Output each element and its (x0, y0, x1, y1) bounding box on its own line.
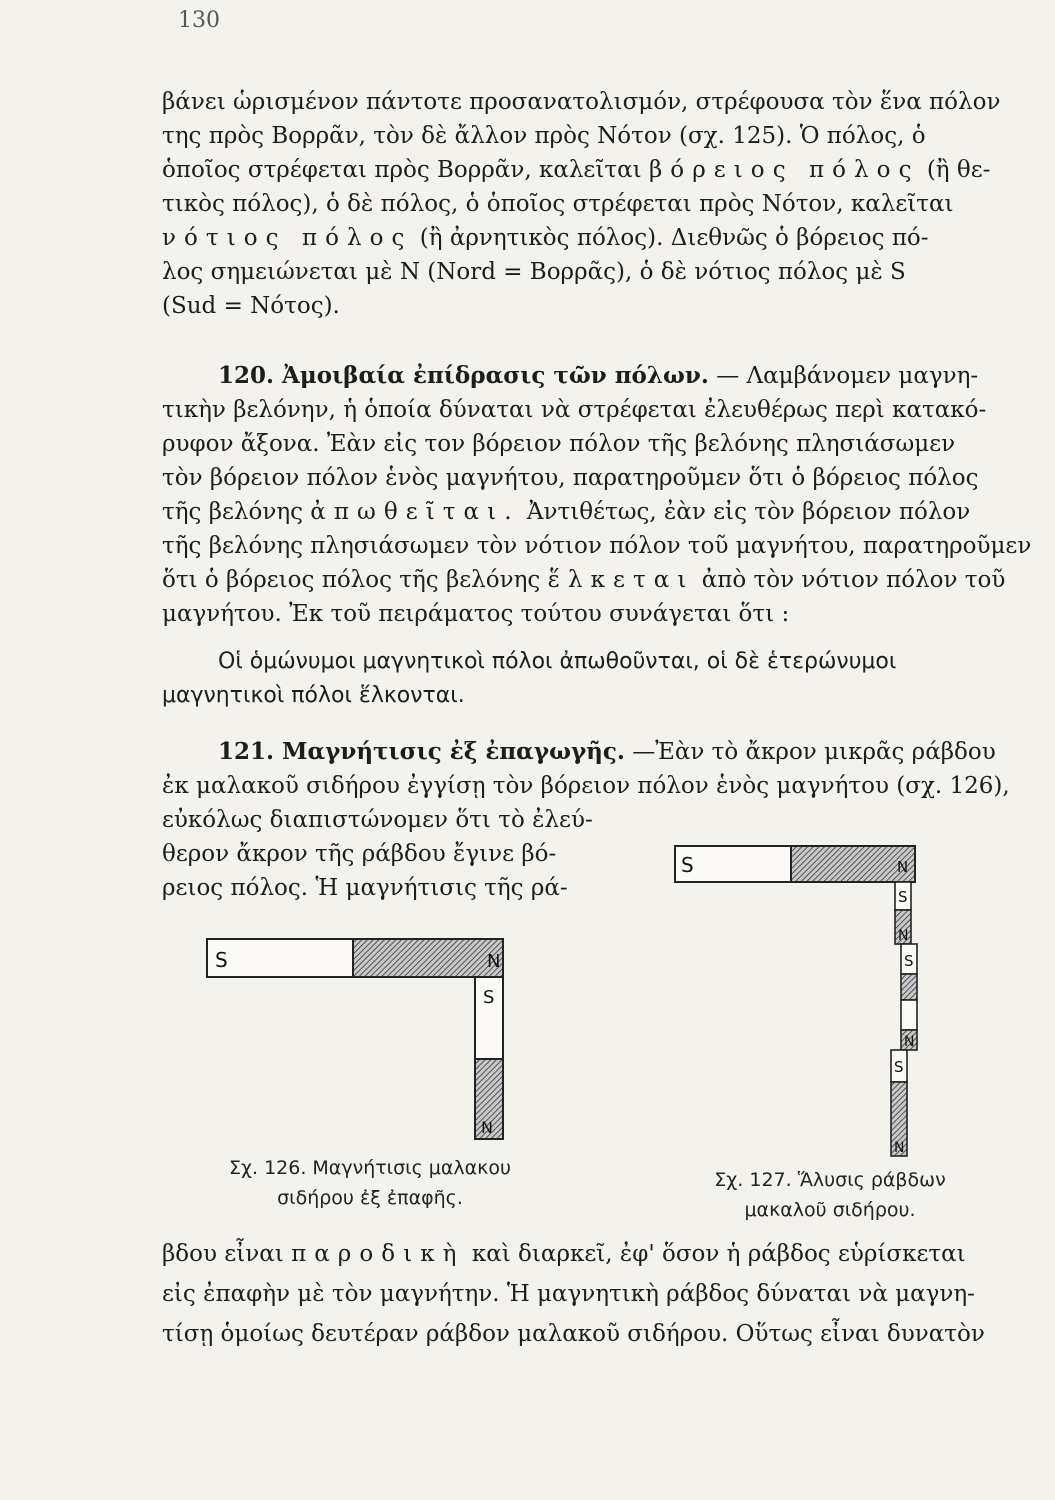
text-span: Ἀντιθέτως, ἐὰν εἰς τὸν βόρειον πόλον (526, 499, 971, 525)
section-121-first-line (218, 738, 996, 766)
text-line: θερον ἄκρον τῆς ράβδου ἔγινε βό- (162, 841, 557, 867)
text-line: μαγνήτου. Ἐκ τοῦ πειράματος τούτου συνάγεται ὅτι : (162, 601, 790, 627)
text-line: τὸν βόρειον πόλον ἑνὸς μαγνήτου, παρατηροῦμεν ὅτι ὁ βόρειος πόλος (162, 465, 979, 491)
text-line (162, 1240, 966, 1268)
text-line: εὐκόλως διαπιστώνομεν ὅτι τὸ ἐλεύ- (162, 807, 593, 833)
text-span: ἀπὸ τὸν νότιον πόλον τοῦ (701, 567, 1006, 593)
section-121-title: 121. Μαγνήτισις ἐξ ἐπαγωγῆς. (218, 738, 625, 765)
spaced-term: βόρειος πόλος (648, 157, 920, 183)
figure-127-caption (680, 1165, 980, 1225)
section-120-first-line (218, 362, 978, 390)
spaced-term: ἕλκεται (547, 567, 695, 593)
text-line (162, 566, 1005, 594)
law-statement: μαγνητικοὶ πόλοι ἕλκονται. (162, 683, 465, 708)
pole-label: S (898, 888, 908, 906)
bar-s-label: S (483, 987, 495, 1008)
caption-line: Σχ. 127. Ἅλυσις ράβδων (714, 1169, 946, 1191)
figure-126-caption (200, 1153, 540, 1213)
pole-label: S (894, 1058, 904, 1076)
magnet-127 (675, 846, 915, 882)
text-span: (ἢ θε- (926, 157, 991, 183)
caption-line: σιδήρου ἐξ ἐπαφῆς. (277, 1187, 463, 1209)
spaced-term: ἀπωθεῖται. (310, 499, 520, 525)
text-line: βάνει ὡρισμένον πάντοτε προσανατολισμόν, στρέφουσα τὸν ἕνα πόλον (162, 89, 1001, 115)
spaced-term: νότιος πόλος (162, 225, 413, 251)
text-line: (Sud = Νότος). (162, 293, 340, 319)
magnet-s-label: S (215, 948, 228, 972)
bar-n-label: N (481, 1118, 493, 1137)
text-span: ὁποῖος στρέφεται πρὸς Βορρᾶν, καλεῖται (162, 157, 642, 183)
text-span: τῆς βελόνης (162, 499, 303, 525)
text-line (162, 224, 929, 252)
text-line (162, 156, 990, 184)
pole-label: N (897, 858, 909, 876)
spaced-term: παροδικὴ (291, 1241, 465, 1267)
text-line: λος σημειώνεται μὲ N (Nord = Βορρᾶς), ὁ δὲ νότιος πόλος μὲ S (162, 259, 906, 285)
magnet-126 (207, 939, 503, 977)
text-span: —Ἐὰν τὸ ἄκρον μικρᾶς ράβδου (632, 739, 996, 765)
figure-127 (665, 836, 935, 1161)
figure-126 (195, 925, 525, 1145)
magnet-n-label: N (487, 951, 501, 972)
text-span: (ἢ ἀρνητικὸς πόλος). Διεθνῶς ὁ βόρειος πό- (419, 225, 929, 251)
law-statement: Οἱ ὁμώνυμοι μαγνητικοὶ πόλοι ἀπωθοῦνται, οἱ δὲ ἑτερώνυμοι (218, 649, 897, 674)
text-line: ρυφον ἄξονα. Ἐὰν εἰς τον βόρειον πόλον τῆς βελόνης πλησιάσωμεν (162, 431, 956, 457)
caption-line: Σχ. 126. Μαγνήτισις μαλακου (229, 1157, 511, 1179)
text-span: ὅτι ὁ βόρειος πόλος τῆς βελόνης (162, 567, 541, 593)
pole-label: N (898, 928, 909, 944)
text-line (162, 498, 970, 526)
magnet-s-label: S (681, 853, 694, 877)
caption-line: μακαλοῦ σιδήρου. (744, 1199, 916, 1221)
text-span: — Λαμβάνομεν μαγνη- (716, 363, 979, 389)
pole-label: N (904, 1034, 915, 1050)
text-line: τικὴν βελόνην, ἡ ὁποία δύναται νὰ στρέφεται ἐλευθέρως περὶ κατακό- (162, 397, 987, 423)
section-120-title: 120. Ἀμοιβαία ἐπίδρασις τῶν πόλων. (218, 362, 709, 389)
text-line: τίσῃ ὁμοίως δευτέραν ράβδον μαλακοῦ σιδήρου. Οὕτως εἶναι δυνατὸν (162, 1321, 985, 1347)
text-span: βδου εἶναι (162, 1241, 284, 1267)
text-line: τικὸς πόλος), ὁ δὲ πόλος, ὁ ὁποῖος στρέφεται πρὸς Νότον, καλεῖται (162, 191, 954, 217)
pole-label: N (894, 1140, 905, 1156)
page-number: 130 (178, 8, 220, 33)
text-span: καὶ διαρκεῖ, ἐφ' ὅσον ἡ ράβδος εὑρίσκεται (471, 1241, 966, 1267)
text-line: ρειος πόλος. Ἡ μαγνήτισις τῆς ρά- (162, 875, 568, 901)
text-line: της πρὸς Βορρᾶν, τὸν δὲ ἄλλον πρὸς Νότον (σχ. 125). Ὁ πόλος, ὁ (162, 123, 926, 149)
text-line: εἰς ἐπαφὴν μὲ τὸν μαγνήτην. Ἡ μαγνητικὴ ράβδος δύναται νὰ μαγνη- (162, 1281, 975, 1307)
text-line: ἐκ μαλακοῦ σιδήρου ἐγγίσῃ τὸν βόρειον πόλον ἑνὸς μαγνήτου (σχ. 126), (162, 773, 1010, 799)
pole-label: S (904, 952, 914, 970)
text-line: τῆς βελόνης πλησιάσωμεν τὸν νότιον πόλον τοῦ μαγνήτου, παρατηροῦμεν (162, 533, 1032, 559)
